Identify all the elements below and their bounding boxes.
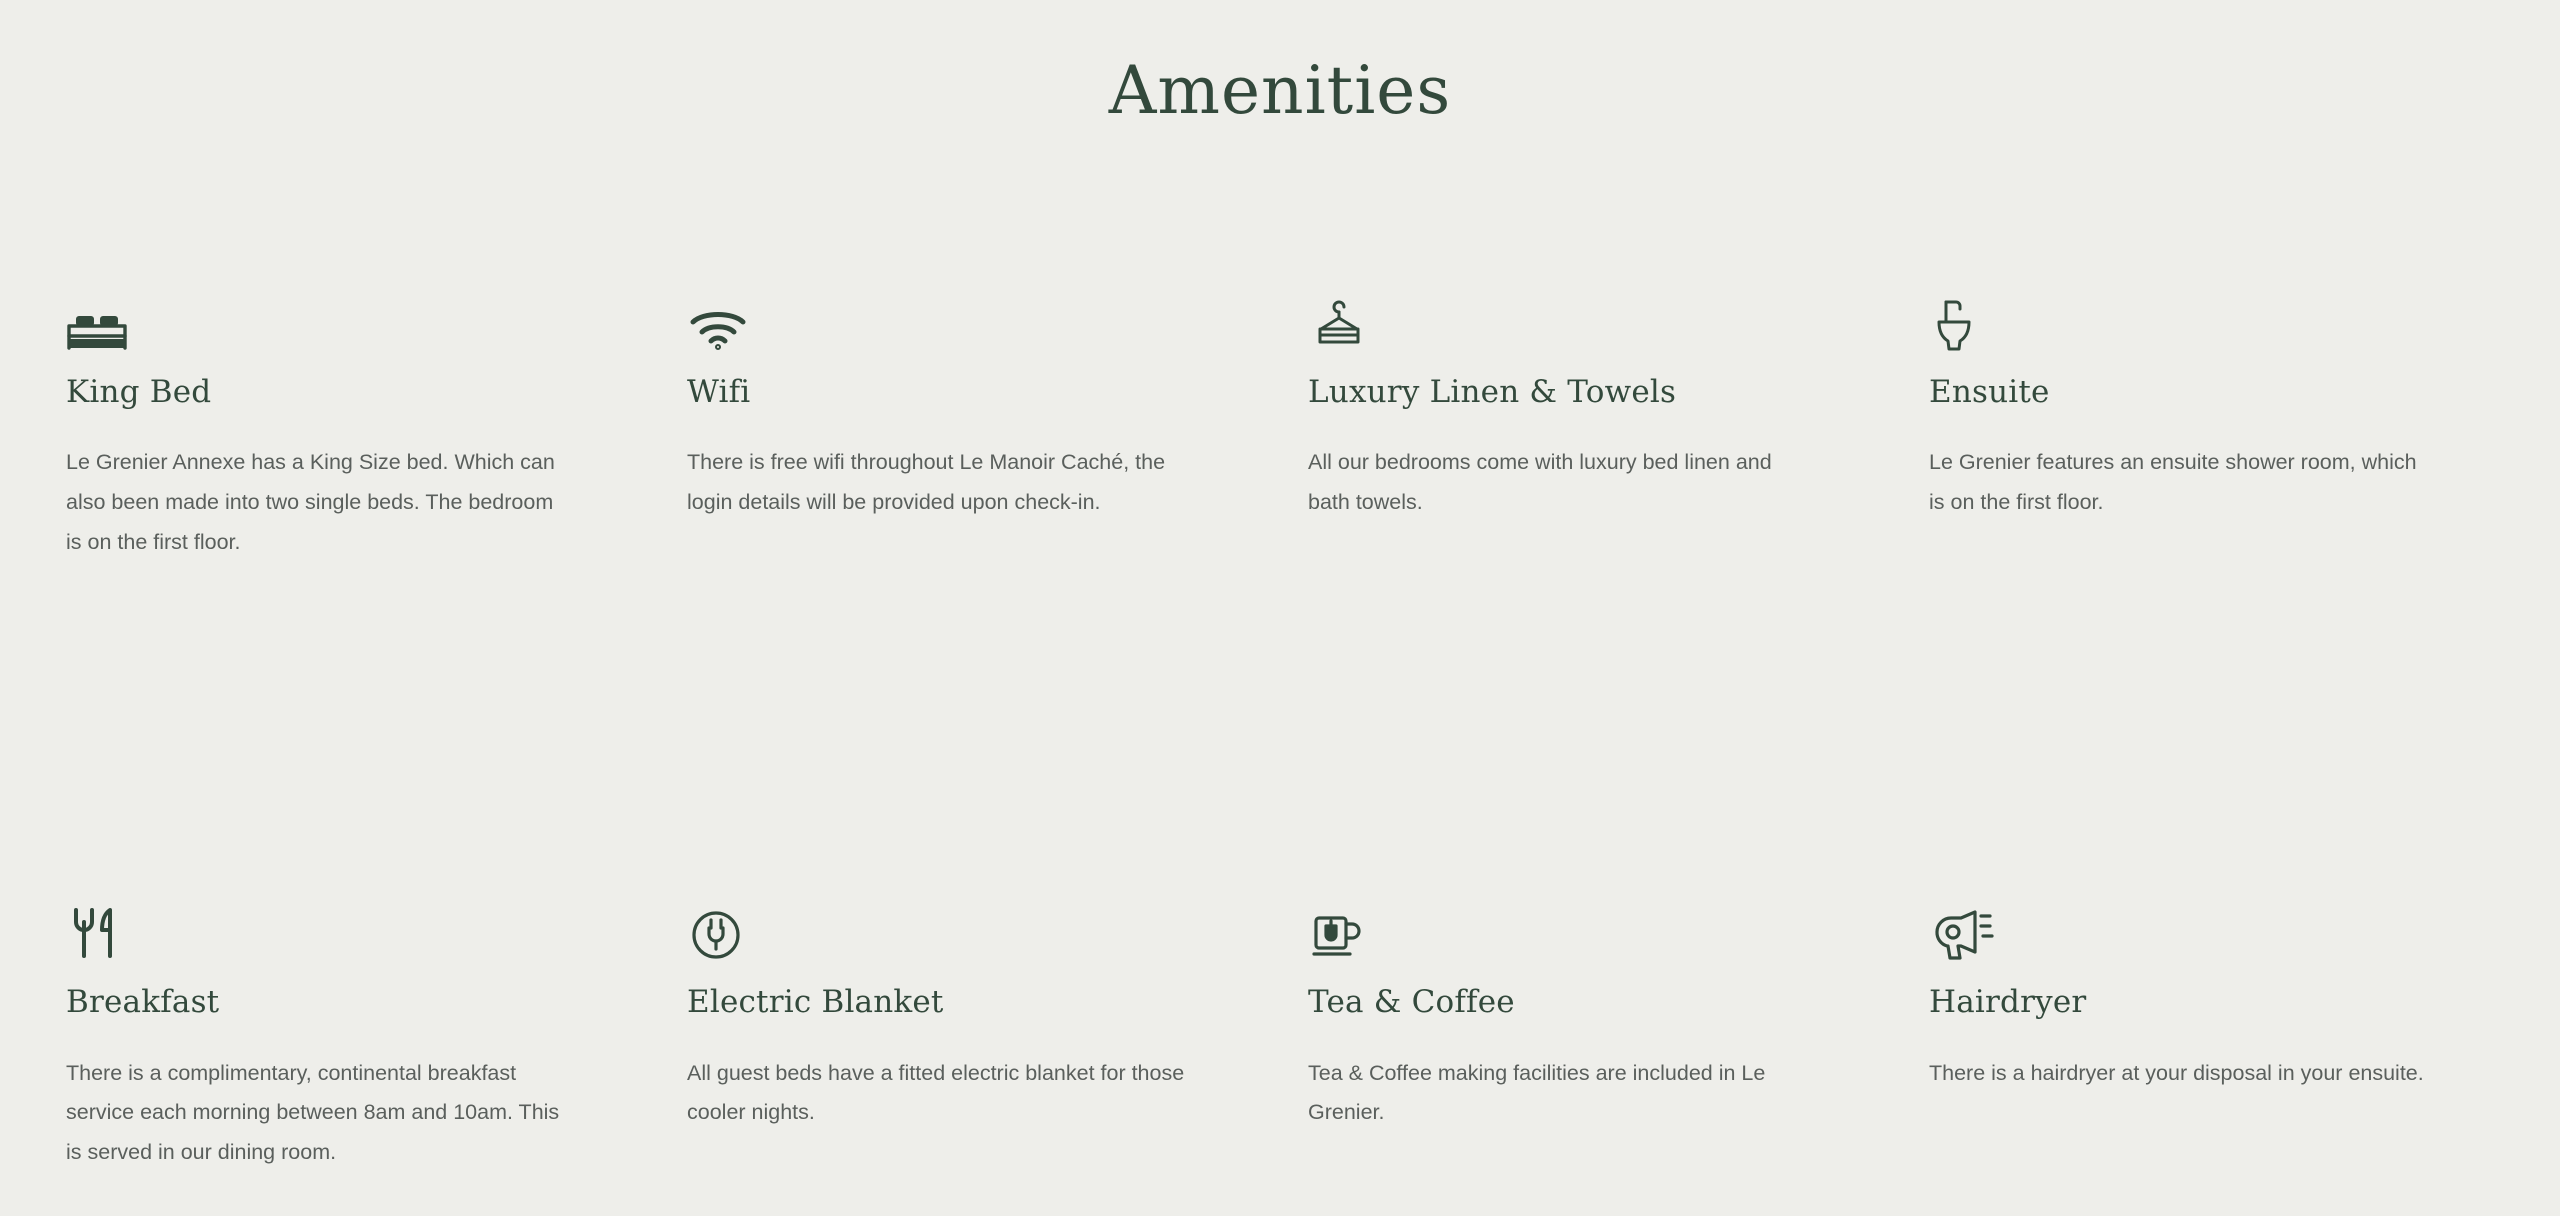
amenity-description: All our bedrooms come with luxury bed linen and bath towels. <box>1308 450 1772 514</box>
amenity-card-breakfast <box>66 882 633 1172</box>
hairdryer-icon <box>1929 882 2436 962</box>
amenity-card-ensuite <box>1929 272 2496 562</box>
amenity-card-king-bed <box>66 272 633 562</box>
page-title: Amenities <box>1108 52 1452 129</box>
amenity-title: Wifi <box>687 374 751 410</box>
amenity-card-electric-blanket <box>687 882 1254 1172</box>
amenity-card-wifi <box>687 272 1254 562</box>
tea-cup-icon <box>1308 882 1815 962</box>
amenity-description: There is a hairdryer at your disposal in your ensuite. <box>1929 1060 2424 1085</box>
amenity-title: Luxury Linen & Towels <box>1308 374 1677 410</box>
toilet-icon <box>1929 272 2436 352</box>
row-spacer <box>64 562 2496 654</box>
amenity-card-tea-coffee <box>1308 882 1875 1172</box>
clothes-hanger-icon <box>1308 272 1815 352</box>
amenity-description: Le Grenier features an ensuite shower room, which is on the first floor. <box>1929 450 2417 514</box>
amenity-card-hairdryer <box>1929 882 2496 1172</box>
amenity-title: King Bed <box>66 374 212 410</box>
amenity-title: Electric Blanket <box>687 984 944 1021</box>
amenity-description: There is free wifi throughout Le Manoir Caché, the login details will be provided upon check-in. <box>687 450 1166 514</box>
amenity-description: Tea & Coffee making facilities are included in Le Grenier. <box>1308 1060 1766 1125</box>
fork-and-knife-icon <box>66 882 573 962</box>
amenity-title: Hairdryer <box>1929 984 2087 1021</box>
amenity-description: There is a complimentary, continental breakfast service each morning between 8am and 10am. This is served in our dining room. <box>66 1060 560 1165</box>
amenities-grid-row-1 <box>64 272 2496 562</box>
amenities-grid-row-2 <box>64 802 2496 1172</box>
amenity-title: Ensuite <box>1929 374 2050 410</box>
amenity-description: All guest beds have a fitted electric blanket for those cooler nights. <box>687 1060 1185 1125</box>
amenity-card-luxury-linen-towels <box>1308 272 1875 562</box>
bed-icon <box>66 272 573 352</box>
amenity-title: Tea & Coffee <box>1308 984 1515 1021</box>
wifi-icon <box>687 272 1194 352</box>
amenity-description: Le Grenier Annexe has a King Size bed. Which can also been made into two single beds. The bedroom is on the first floor. <box>66 450 555 554</box>
amenity-title: Breakfast <box>66 984 220 1021</box>
electric-plug-circle-icon <box>687 882 1194 962</box>
